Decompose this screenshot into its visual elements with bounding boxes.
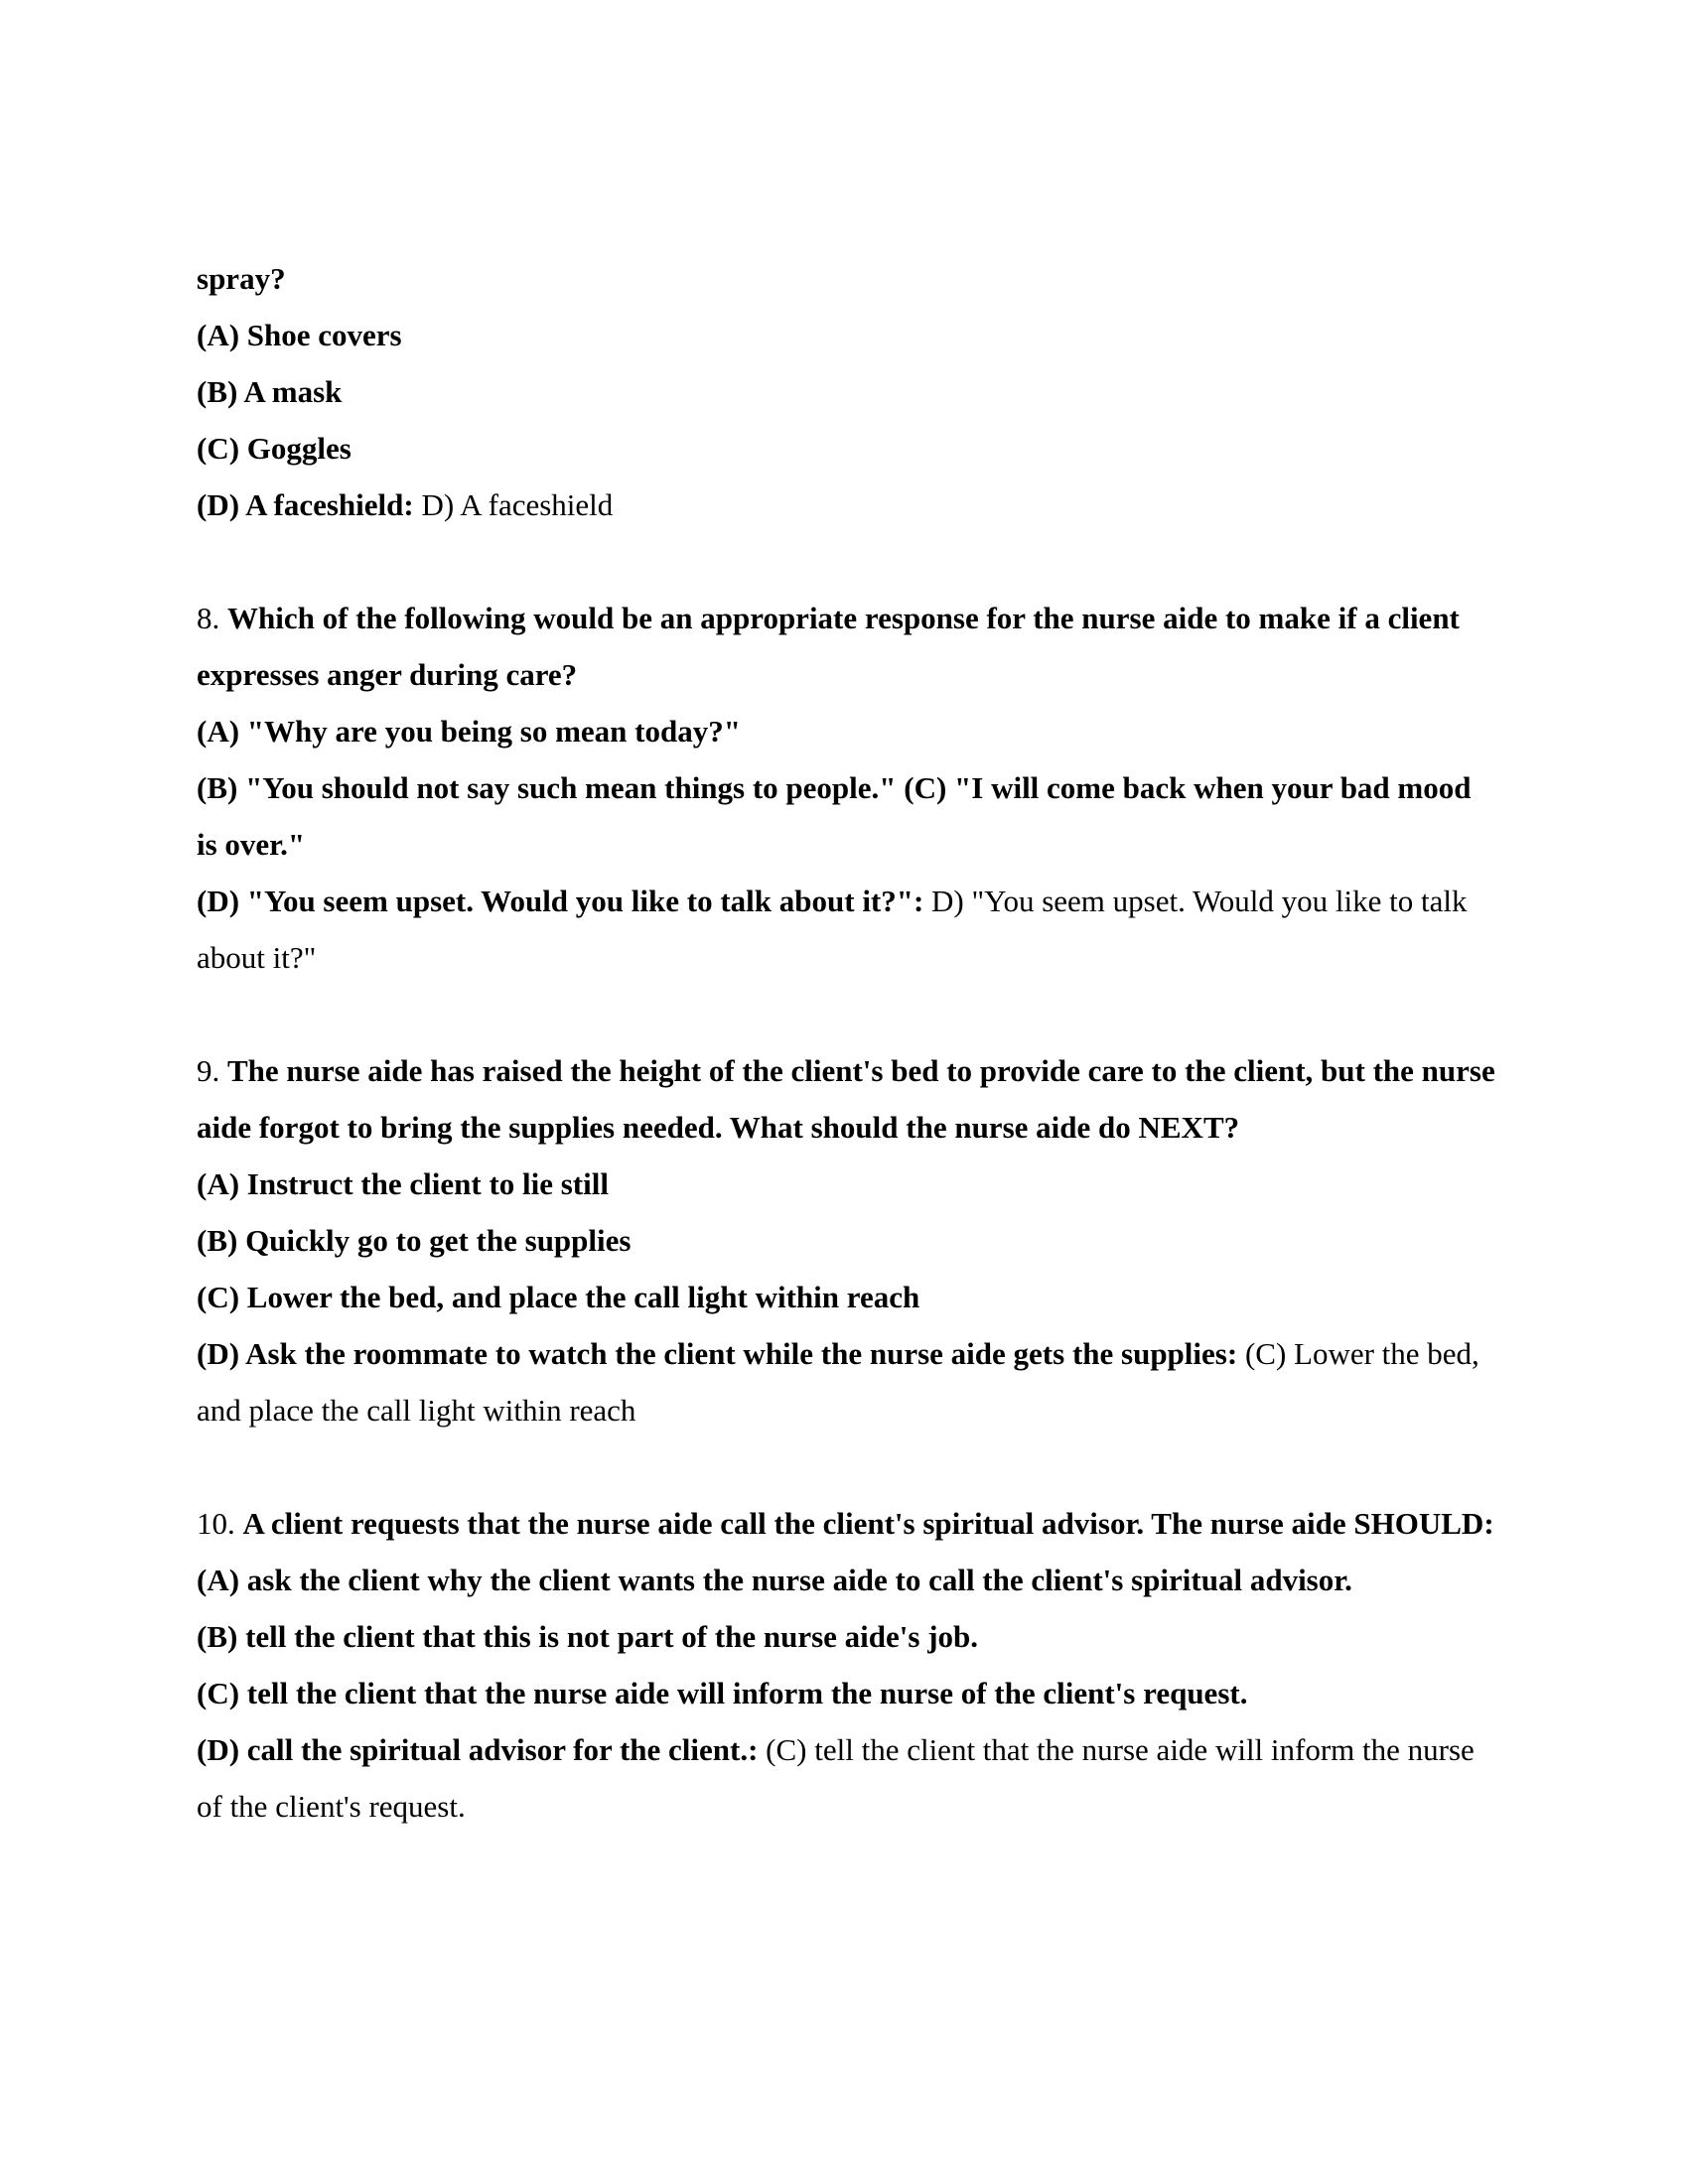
option-b: (B) Quickly go to get the supplies (197, 1223, 632, 1258)
question-text: The nurse aide has raised the height of the client's bed to provide care to the client, but the nurse aide forgot to bring the supplies needed. What should the nurse aide do NEXT? (197, 1053, 1495, 1145)
option-a: (A) Instruct the client to lie still (197, 1166, 609, 1201)
question-8 (197, 590, 1497, 986)
spacer (197, 986, 1497, 1042)
option-d-label: (D) call the spiritual advisor for the client.: (197, 1732, 759, 1767)
option-b: (B) A mask (197, 374, 343, 409)
option-b-c: (B) "You should not say such mean things to people." (C) "I will come back when your bad mood is over." (197, 770, 1472, 862)
option-a: (A) ask the client why the client wants the nurse aide to call the client's spiritual advisor. (197, 1563, 1352, 1597)
option-d-label: (D) "You seem upset. Would you like to talk about it?": (197, 884, 924, 918)
option-c: (C) tell the client that the nurse aide will inform the nurse of the client's request. (197, 1676, 1248, 1710)
option-d-label: (D) Ask the roommate to watch the client while the nurse aide gets the supplies: (197, 1336, 1238, 1371)
question-number: 10. (197, 1506, 243, 1541)
question-number: 9. (197, 1053, 227, 1088)
spacer (197, 533, 1497, 590)
question-stem (197, 590, 1497, 703)
question-7 (197, 250, 1497, 533)
answer-text: D) "You seem upset. Would you like to talk about it?" (197, 884, 1468, 975)
question-stem: spray? (197, 261, 286, 296)
option-a: (A) "Why are you being so mean today?" (197, 714, 741, 749)
question-text: A client requests that the nurse aide call the client's spiritual advisor. The nurse aide SHOULD: (242, 1506, 1494, 1541)
option-c: (C) Lower the bed, and place the call light within reach (197, 1280, 920, 1314)
answer-text: D) A faceshield (413, 487, 614, 522)
document-page (197, 250, 1497, 1835)
option-d (197, 873, 1497, 986)
answer-text: (C) tell the client that the nurse aide will inform the nurse of the client's request. (197, 1732, 1475, 1824)
question-9 (197, 1042, 1497, 1438)
option-a: (A) Shoe covers (197, 318, 402, 352)
answer-text: (C) Lower the bed, and place the call light within reach (197, 1336, 1479, 1428)
option-d (197, 1325, 1497, 1438)
question-stem (197, 1495, 1497, 1552)
question-text: Which of the following would be an appropriate response for the nurse aide to make if a client expresses anger during care? (197, 601, 1460, 692)
option-b: (B) tell the client that this is not part of the nurse aide's job. (197, 1619, 979, 1654)
option-d (197, 1721, 1497, 1835)
question-number: 8. (197, 601, 227, 635)
question-stem (197, 1042, 1497, 1156)
option-c: (C) Goggles (197, 431, 352, 466)
spacer (197, 1438, 1497, 1495)
option-d (197, 477, 1497, 533)
option-d-label: (D) A faceshield: (197, 487, 414, 522)
question-10 (197, 1495, 1497, 1835)
